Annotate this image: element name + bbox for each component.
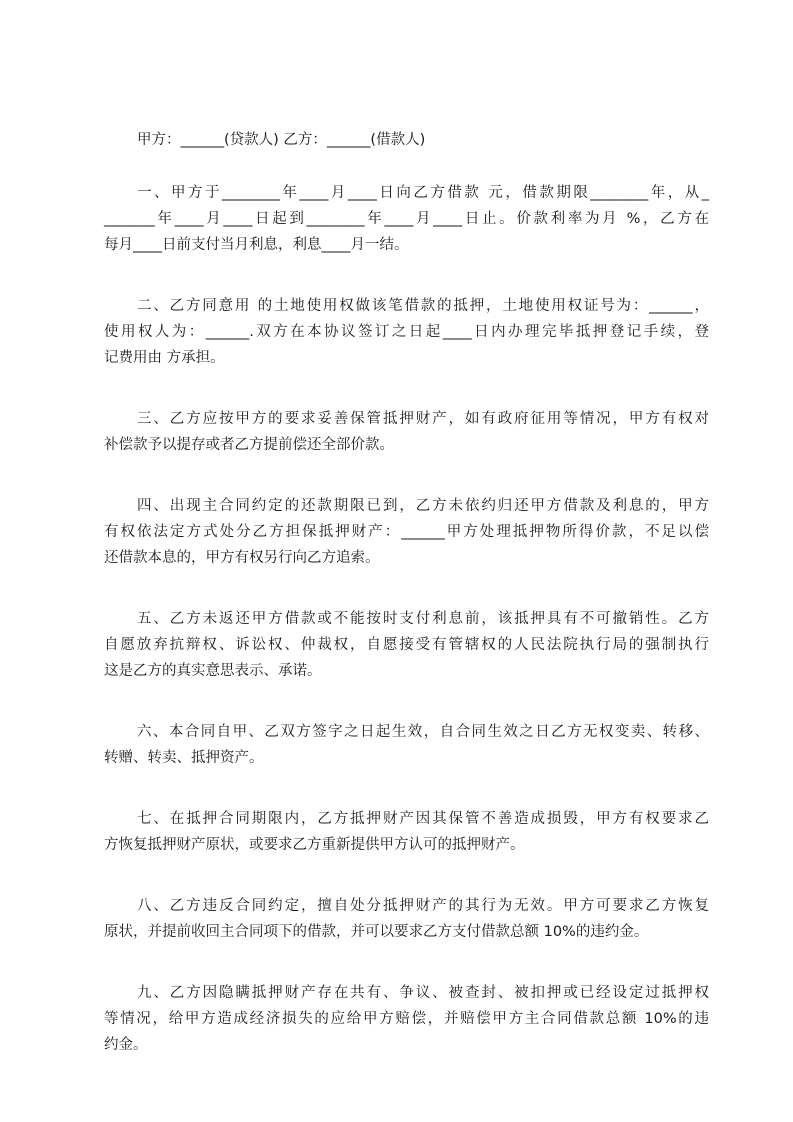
clause-line: 转赠、转卖、抵押资产。 xyxy=(104,750,264,766)
clause-line: 有权依法定方式处分乙方担保抵押财产：______甲方处理抵押物所得价款，不足以偿 xyxy=(104,524,709,540)
clause-9 xyxy=(104,980,709,1058)
clause-8 xyxy=(104,893,709,945)
clause-line: 原状，并提前收回主合同项下的借款，并可以要求乙方支付借款总额 10%的违约金。 xyxy=(104,924,649,940)
clause-line: 自愿放弃抗辩权、诉讼权、仲裁权，自愿接受有管辖权的人民法院执行局的强制执行 xyxy=(104,637,709,653)
clause-line: _______年____月____日起到________年____月____日止。价款利率为月 %，乙方在 xyxy=(104,211,709,227)
clause-2 xyxy=(104,293,709,371)
clause-line: 六、本合同自甲、乙双方签字之日起生效，自合同生效之日乙方无权变卖、转移、 xyxy=(137,724,709,740)
clause-6 xyxy=(104,719,709,771)
clause-line: 这是乙方的真实意思表示、承诺。 xyxy=(104,663,322,679)
clause-line: 记费用由 方承担。 xyxy=(104,350,225,366)
clause-3 xyxy=(104,406,709,458)
clause-line: 九、乙方因隐瞒抵押财产存在共有、争议、被查封、被扣押或已经设定过抵押权 xyxy=(137,985,709,1001)
clause-line: 等情况，给甲方造成经济损失的应给甲方赔偿，并赔偿甲方主合同借款总额 10%的违 xyxy=(104,1011,709,1027)
clause-1 xyxy=(104,180,709,258)
clause-line: 二、乙方同意用 的土地使用权做该笔借款的抵押，土地使用权证号为：______， xyxy=(137,298,709,314)
clause-line: 四、出现主合同约定的还款期限已到，乙方未依约归还甲方借款及利息的，甲方 xyxy=(137,498,709,514)
clause-line: 一、甲方于________年____月____日向乙方借款 元，借款期限________年，从_ xyxy=(137,185,709,201)
clause-line: 七、在抵押合同期限内，乙方抵押财产因其保管不善造成损毁，甲方有权要求乙 xyxy=(137,811,709,827)
clause-line: 约金。 xyxy=(104,1037,148,1053)
clause-line: 补偿款予以提存或者乙方提前偿还全部价款。 xyxy=(104,437,394,453)
clause-7 xyxy=(104,806,709,858)
clause-line: 每月____日前支付当月利息，利息____月一结。 xyxy=(104,237,409,253)
clause-line: 方恢复抵押财产原状，或要求乙方重新提供甲方认可的抵押财产。 xyxy=(104,837,525,853)
clause-4 xyxy=(104,493,709,571)
clause-line: 八、乙方违反合同约定，擅自处分抵押财产的其行为无效。甲方可要求乙方恢复 xyxy=(137,898,709,914)
clause-line: 使用权人为：______.双方在本协议签订之日起____日内办理完毕抵押登记手续，登 xyxy=(104,324,709,340)
clause-line: 还借款本息的，甲方有权另行向乙方追索。 xyxy=(104,550,380,566)
clause-line: 三、乙方应按甲方的要求妥善保管抵押财产，如有政府征用等情况，甲方有权对 xyxy=(137,411,709,427)
clause-line: 五、乙方未返还甲方借款或不能按时支付利息前，该抵押具有不可撤销性。乙方 xyxy=(137,611,709,627)
parties-line: 甲方：______(贷款人) 乙方：______(借款人) xyxy=(137,132,426,148)
clause-5 xyxy=(104,606,709,684)
clauses-list xyxy=(104,180,709,1093)
